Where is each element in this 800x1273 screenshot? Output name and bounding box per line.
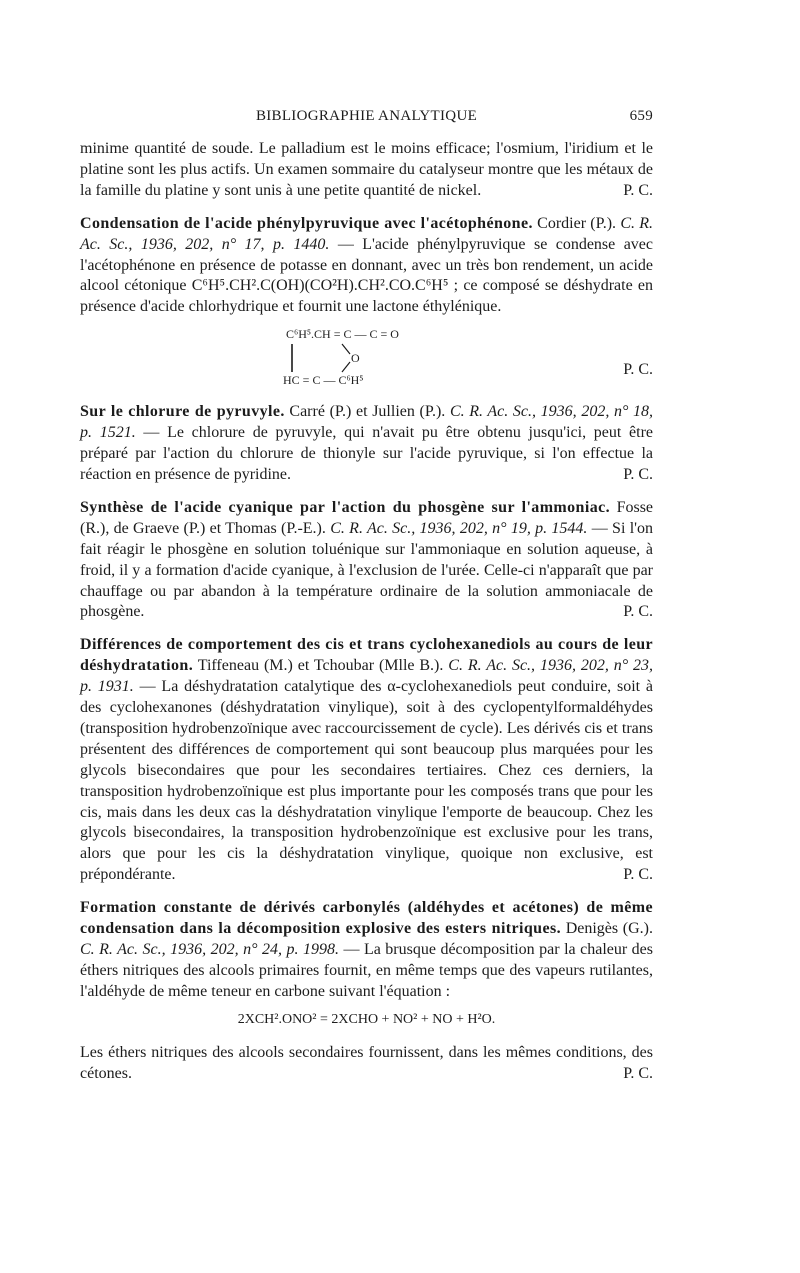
entry-title: Condensation de l'acide phénylpyruvique avec l'acétophénone. (80, 214, 533, 232)
decomposition-equation: 2XCH².ONO² = 2XCHO + NO² + NO + H²O. (237, 1011, 496, 1027)
entry-body: — La brusque décomposition par la chaleur des éthers nitriques des alcools primaires fournit, en même temps que des vapeurs rutilantes, l'aldéhyde de même teneur en carbone suivant l'équation : (80, 941, 654, 1000)
lactone-structure-diagram (80, 324, 653, 390)
entry-title: Différences de comportement des cis et trans cyclohexanediols au cours de leur déshydratation. (80, 636, 653, 675)
entry-reference: C. R. Ac. Sc., 1936, 202, n° 24, p. 1998. (80, 941, 339, 958)
entry-title: Synthèse de l'acide cyanique par l'action du phosgène sur l'ammoniac. (80, 498, 610, 516)
lactone-structure (80, 324, 653, 390)
entry-signature: P. C. (623, 1064, 653, 1082)
entry-reference: C. R. Ac. Sc., 1936, 202, n° 18, p. 1521. (80, 403, 654, 442)
entry-body: — L'acide phénylpyruvique se condense avec l'acétophénone en présence de potasse en donnant, avec un très bon rendement, un acide alcool cétonique C⁶H⁵.CH².C(OH)(CO²H).CH².CO.C⁶H⁵ ; ce composé se déshydrate en présence d'acide chlorhydrique et fournit une lactone éthylénique. (80, 235, 653, 316)
entry-body-continued: Les éthers nitriques des alcools secondaires fournissent, dans les mêmes conditions, des cétones. (80, 1043, 653, 1082)
entry-title: Sur le chlorure de pyruvyle. (80, 403, 285, 421)
intro-signature: P. C. (623, 181, 653, 199)
entry-body: — Le chlorure de pyruvyle, qui n'avait pu être obtenu jusqu'ici, peut être préparé par l'action du chlorure de thionyle sur l'acide pyruvique, si l'on effectue la réaction en présence de pyridine. (80, 424, 654, 483)
entry-title: Formation constante de dérivés carbonylés (aldéhydes et acétones) de même condensation dans la décomposition explosive des esters nitriques. (80, 899, 653, 938)
structure-line-2: HC = C — C⁶H⁵ (283, 373, 364, 388)
entry-cyclohexanediols (80, 635, 653, 886)
entry-authors: Fosse (R.), de Graeve (P.) et Thomas (P.-E.). (80, 498, 654, 537)
bond-ring-upper (342, 344, 350, 354)
page-header (80, 108, 653, 128)
entry-signature: P. C. (623, 866, 653, 884)
entry-reference: C. R. Ac. Sc., 1936, 202, n° 23, p. 1931. (80, 657, 654, 696)
entry-esters-nitriques (80, 898, 653, 1084)
entry-signature: P. C. (623, 603, 653, 621)
entry-authors: Cordier (P.). (537, 214, 617, 232)
page-number: 659 (629, 108, 653, 124)
entry-body: — Si l'on fait réagir le phosgène en solution toluénique sur l'ammoniaque en solution aqueuse, à froid, il y a formation d'acide cyanique, à l'exclusion de l'urée. Celle-ci n'apparaît que par chauffage ou par abandon à la température ordinaire de la solution ammoniacale de phosgène. (80, 519, 654, 621)
entry-body: — La déshydratation catalytique des α-cyclohexanediols peut conduire, soit à des cyclohexanones (déshydratation vinylique), soit à des cyclopentylformaldéhydes (transposition hydrobenzoïnique avec raccourcissement de cycle). Les dérivés cis et trans présentent des différences de comportement qui sont beaucoup plus marquées pour les glycols bisecondaires que pour les secondaires tertiaires. Chez ces derniers, la transposition hydrobenzoïnique est plus importante pour les composés trans que pour les cis, mais dans les deux cas la déshydratation vinylique l'emporte de beaucoup. Chez les glycols bisecondaires, la transposition hydrobenzoïnique est exclusive pour les trans, alors que pour les cis la déshydratation vinylique, quoique non exclusive, est prépondérante. (80, 678, 654, 884)
entry-authors: Tiffeneau (M.) et Tchoubar (Mlle B.). (197, 657, 444, 675)
entry-phenylpyruvique (80, 214, 653, 391)
entry-authors: Denigès (G.). (565, 920, 654, 938)
structure-ring-oxygen: O (351, 351, 360, 366)
entry-authors: Carré (P.) et Jullien (P.). (289, 403, 446, 421)
bond-ring-lower (342, 362, 350, 372)
page-content (80, 139, 653, 1084)
entry-reference: C. R. Ac. Sc., 1936, 202, n° 19, p. 1544. (330, 519, 588, 537)
structure-line-1: C⁶H⁵.CH = C — C = O (286, 327, 399, 342)
entry-reference: C. R. Ac. Sc., 1936, 202, n° 17, p. 1440. (80, 214, 654, 253)
entry-chlorure-pyruvyle (80, 402, 653, 486)
intro-paragraph (80, 139, 653, 202)
running-title: BIBLIOGRAPHIE ANALYTIQUE (255, 108, 478, 124)
entry-signature: P. C. (623, 361, 653, 379)
entry-acide-cyanique (80, 498, 653, 623)
intro-text: minime quantité de soude. Le palladium est le moins efficace; l'osmium, l'iridium et le platine sont les plus actifs. Un examen sommaire du catalyseur montre que les métaux de la famille du platine y sont unis à une petite quantité de nickel. (80, 140, 653, 199)
entry-signature: P. C. (623, 465, 653, 483)
